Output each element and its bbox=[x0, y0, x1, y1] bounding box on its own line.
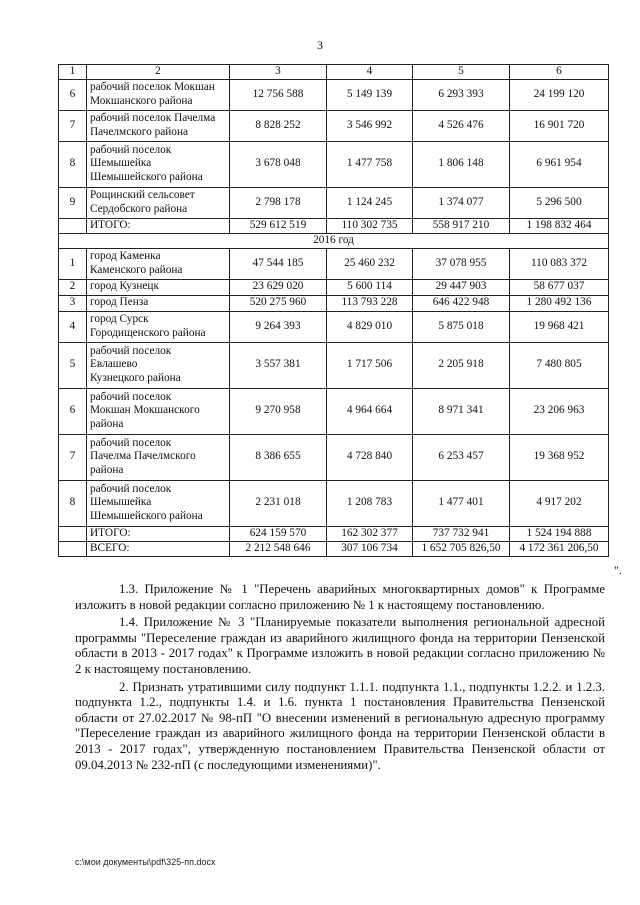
table-row bbox=[59, 110, 609, 141]
municipality-name-line: Пачелмского района bbox=[90, 125, 189, 138]
value-cell: 4 829 010 bbox=[327, 311, 413, 342]
total-value: 162 302 377 bbox=[327, 526, 413, 541]
table-row bbox=[59, 279, 609, 295]
municipality-name bbox=[87, 279, 230, 295]
municipality-name bbox=[87, 110, 230, 141]
municipality-name bbox=[87, 295, 230, 311]
municipality-name bbox=[87, 311, 230, 342]
municipality-name-line: Шемышейка bbox=[90, 157, 152, 170]
value-cell: 8 828 252 bbox=[230, 110, 327, 141]
value-cell: 113 793 228 bbox=[327, 295, 413, 311]
municipality-name-line: Мокшанского района bbox=[90, 94, 193, 107]
municipality-name-line: город Кузнецк bbox=[90, 280, 159, 293]
municipality-name bbox=[87, 79, 230, 110]
municipality-name-line: района bbox=[90, 463, 124, 476]
value-cell: 4 728 840 bbox=[327, 434, 413, 480]
municipality-name-line: Пачелма Пачелмского bbox=[90, 450, 196, 463]
value-cell: 6 961 954 bbox=[510, 141, 609, 187]
value-cell: 1 717 506 bbox=[327, 342, 413, 388]
value-cell: 9 264 393 bbox=[230, 311, 327, 342]
value-cell: 6 253 457 bbox=[413, 434, 510, 480]
municipality-name-line: Евлашево bbox=[90, 358, 138, 371]
municipality-name-line: рабочий поселок bbox=[90, 436, 172, 449]
total-value: 737 732 941 bbox=[413, 526, 510, 541]
value-cell: 5 149 139 bbox=[327, 79, 413, 110]
municipality-name-line: Рощинский сельсовет bbox=[90, 189, 195, 201]
paragraph-1-3: 1.3. Приложение № 1 "Перечень аварийных многоквартирных домов" к Программе изложить в новой редакции согласно приложению № 1 к настоящему постановлению. bbox=[75, 582, 605, 612]
value-cell: 9 270 958 bbox=[230, 388, 327, 434]
value-cell: 5 875 018 bbox=[413, 311, 510, 342]
value-cell: 7 480 805 bbox=[510, 342, 609, 388]
table-row bbox=[59, 248, 609, 279]
municipality-name-line: рабочий поселок bbox=[90, 482, 172, 495]
table-row bbox=[59, 342, 609, 388]
value-cell: 19 368 952 bbox=[510, 434, 609, 480]
program-table bbox=[58, 64, 609, 557]
total-value: 1 652 705 826,50 bbox=[413, 541, 510, 556]
value-cell: 3 546 992 bbox=[327, 110, 413, 141]
total-label: ВСЕГО: bbox=[87, 541, 230, 556]
row-number: 5 bbox=[59, 342, 87, 388]
total-value: 624 159 570 bbox=[230, 526, 327, 541]
table-row bbox=[59, 79, 609, 110]
column-header: 5 bbox=[413, 65, 510, 80]
table-row bbox=[59, 141, 609, 187]
table-row bbox=[59, 480, 609, 526]
row-number: 8 bbox=[59, 480, 87, 526]
municipality-name-line: город Пенза bbox=[90, 296, 149, 309]
municipality-name bbox=[87, 187, 230, 218]
value-cell: 37 078 955 bbox=[413, 248, 510, 279]
total-label: ИТОГО: bbox=[87, 218, 230, 233]
total-value: 1 524 194 888 bbox=[510, 526, 609, 541]
total-value: 4 172 361 206,50 bbox=[510, 541, 609, 556]
table-row bbox=[59, 295, 609, 311]
value-cell: 1 477 758 bbox=[327, 141, 413, 187]
value-cell: 4 964 664 bbox=[327, 388, 413, 434]
value-cell: 12 756 588 bbox=[230, 79, 327, 110]
column-header: 3 bbox=[230, 65, 327, 80]
value-cell: 4 526 476 bbox=[413, 110, 510, 141]
value-cell: 4 917 202 bbox=[510, 480, 609, 526]
closing-quote: ". bbox=[614, 563, 622, 577]
value-cell: 16 901 720 bbox=[510, 110, 609, 141]
value-cell: 2 798 178 bbox=[230, 187, 327, 218]
municipality-name-line: Шемышейка bbox=[90, 496, 152, 509]
municipality-name-line: Шемышейского района bbox=[90, 170, 203, 183]
municipality-name bbox=[87, 342, 230, 388]
municipality-name-line: Кузнецкого района bbox=[90, 371, 181, 384]
row-number: 9 bbox=[59, 187, 87, 218]
total-value: 2 212 548 646 bbox=[230, 541, 327, 556]
municipality-name-line: района bbox=[90, 417, 124, 430]
value-cell: 5 296 500 bbox=[510, 187, 609, 218]
value-cell: 2 231 018 bbox=[230, 480, 327, 526]
total-row bbox=[59, 526, 609, 541]
municipality-name-line: рабочий поселок bbox=[90, 143, 172, 156]
total-value: 307 106 734 bbox=[327, 541, 413, 556]
value-cell: 3 678 048 bbox=[230, 141, 327, 187]
column-header: 1 bbox=[59, 65, 87, 80]
value-cell: 1 806 148 bbox=[413, 141, 510, 187]
empty-cell bbox=[59, 541, 87, 556]
municipality-name-line: Каменского района bbox=[90, 263, 183, 276]
value-cell: 520 275 960 bbox=[230, 295, 327, 311]
value-cell: 1 477 401 bbox=[413, 480, 510, 526]
year-label: 2016 год bbox=[59, 233, 609, 248]
value-cell: 1 124 245 bbox=[327, 187, 413, 218]
municipality-name-line: Шемышейского района bbox=[90, 509, 203, 522]
value-cell: 110 083 372 bbox=[510, 248, 609, 279]
value-cell: 29 447 903 bbox=[413, 279, 510, 295]
municipality-name-line: Мокшан Мокшанского bbox=[90, 404, 200, 417]
value-cell: 1 374 077 bbox=[413, 187, 510, 218]
value-cell: 6 293 393 bbox=[413, 79, 510, 110]
row-number: 8 bbox=[59, 141, 87, 187]
value-cell: 5 600 114 bbox=[327, 279, 413, 295]
municipality-name-line: Городищенского района bbox=[90, 326, 206, 339]
paragraph-2: 2. Признать утратившими силу подпункт 1.1.1. подпункта 1.1., подпункты 1.2.2. и 1.2.3. подпункта 1.2., подпункты 1.4. и 1.6. пункта 1 постановления Правительства Пензенской области от 27.02.2017 № 98-пП "О внесении изменений в региональную адресную программу "Переселение граждан из аварийного жилищного фонда на территории Пензенской области в 2013 - 2017 годах", утвержденную постановлением Правительства Пензенской области от 09.04.2013 № 232-пП (с последующими изменениями)". bbox=[75, 679, 605, 772]
value-cell: 58 677 037 bbox=[510, 279, 609, 295]
municipality-name bbox=[87, 480, 230, 526]
footer-file-path: c:\мои документы\pdf\325-пп.docx bbox=[75, 857, 216, 867]
value-cell: 23 629 020 bbox=[230, 279, 327, 295]
municipality-name-line: рабочий поселок bbox=[90, 390, 172, 403]
municipality-name bbox=[87, 434, 230, 480]
municipality-name-line: город Сурск bbox=[90, 313, 149, 325]
municipality-name-line: рабочий поселок Мокшан bbox=[90, 81, 215, 93]
row-number: 2 bbox=[59, 279, 87, 295]
total-row bbox=[59, 218, 609, 233]
empty-cell bbox=[59, 526, 87, 541]
value-cell: 24 199 120 bbox=[510, 79, 609, 110]
value-cell: 1 208 783 bbox=[327, 480, 413, 526]
column-header: 4 bbox=[327, 65, 413, 80]
page-number: 3 bbox=[317, 38, 323, 52]
total-value: 1 198 832 464 bbox=[510, 218, 609, 233]
empty-cell bbox=[59, 218, 87, 233]
row-number: 6 bbox=[59, 388, 87, 434]
total-value: 558 917 210 bbox=[413, 218, 510, 233]
municipality-name-line: рабочий поселок Пачелма bbox=[90, 112, 216, 124]
row-number: 6 bbox=[59, 79, 87, 110]
total-value: 529 612 519 bbox=[230, 218, 327, 233]
row-number: 1 bbox=[59, 248, 87, 279]
row-number: 7 bbox=[59, 110, 87, 141]
total-value: 110 302 735 bbox=[327, 218, 413, 233]
decree-body bbox=[75, 582, 605, 775]
grand-total-row bbox=[59, 541, 609, 556]
municipality-name bbox=[87, 141, 230, 187]
municipality-name-line: рабочий поселок bbox=[90, 344, 172, 357]
column-header: 6 bbox=[510, 65, 609, 80]
row-number: 3 bbox=[59, 295, 87, 311]
value-cell: 25 460 232 bbox=[327, 248, 413, 279]
row-number: 4 bbox=[59, 311, 87, 342]
column-header: 2 bbox=[87, 65, 230, 80]
value-cell: 3 557 381 bbox=[230, 342, 327, 388]
value-cell: 8 386 655 bbox=[230, 434, 327, 480]
municipality-name-line: Сердобского района bbox=[90, 202, 188, 215]
total-label: ИТОГО: bbox=[87, 526, 230, 541]
value-cell: 47 544 185 bbox=[230, 248, 327, 279]
value-cell: 19 968 421 bbox=[510, 311, 609, 342]
table-row bbox=[59, 311, 609, 342]
municipality-name-line: город Каменка bbox=[90, 250, 161, 262]
table-header-row bbox=[59, 65, 609, 80]
value-cell: 646 422 948 bbox=[413, 295, 510, 311]
value-cell: 1 280 492 136 bbox=[510, 295, 609, 311]
municipality-name bbox=[87, 248, 230, 279]
year-row bbox=[59, 233, 609, 248]
table-row bbox=[59, 388, 609, 434]
paragraph-1-4: 1.4. Приложение № 3 "Планируемые показатели выполнения региональной адресной программы "Переселение граждан из аварийного жилищного фонда на территории Пензенской области в 2013 - 2017 годах" к Программе изложить в новой редакции согласно приложению № 2 к настоящему постановлению. bbox=[75, 615, 605, 676]
table-row bbox=[59, 187, 609, 218]
municipality-name bbox=[87, 388, 230, 434]
value-cell: 23 206 963 bbox=[510, 388, 609, 434]
row-number: 7 bbox=[59, 434, 87, 480]
value-cell: 8 971 341 bbox=[413, 388, 510, 434]
table-row bbox=[59, 434, 609, 480]
value-cell: 2 205 918 bbox=[413, 342, 510, 388]
